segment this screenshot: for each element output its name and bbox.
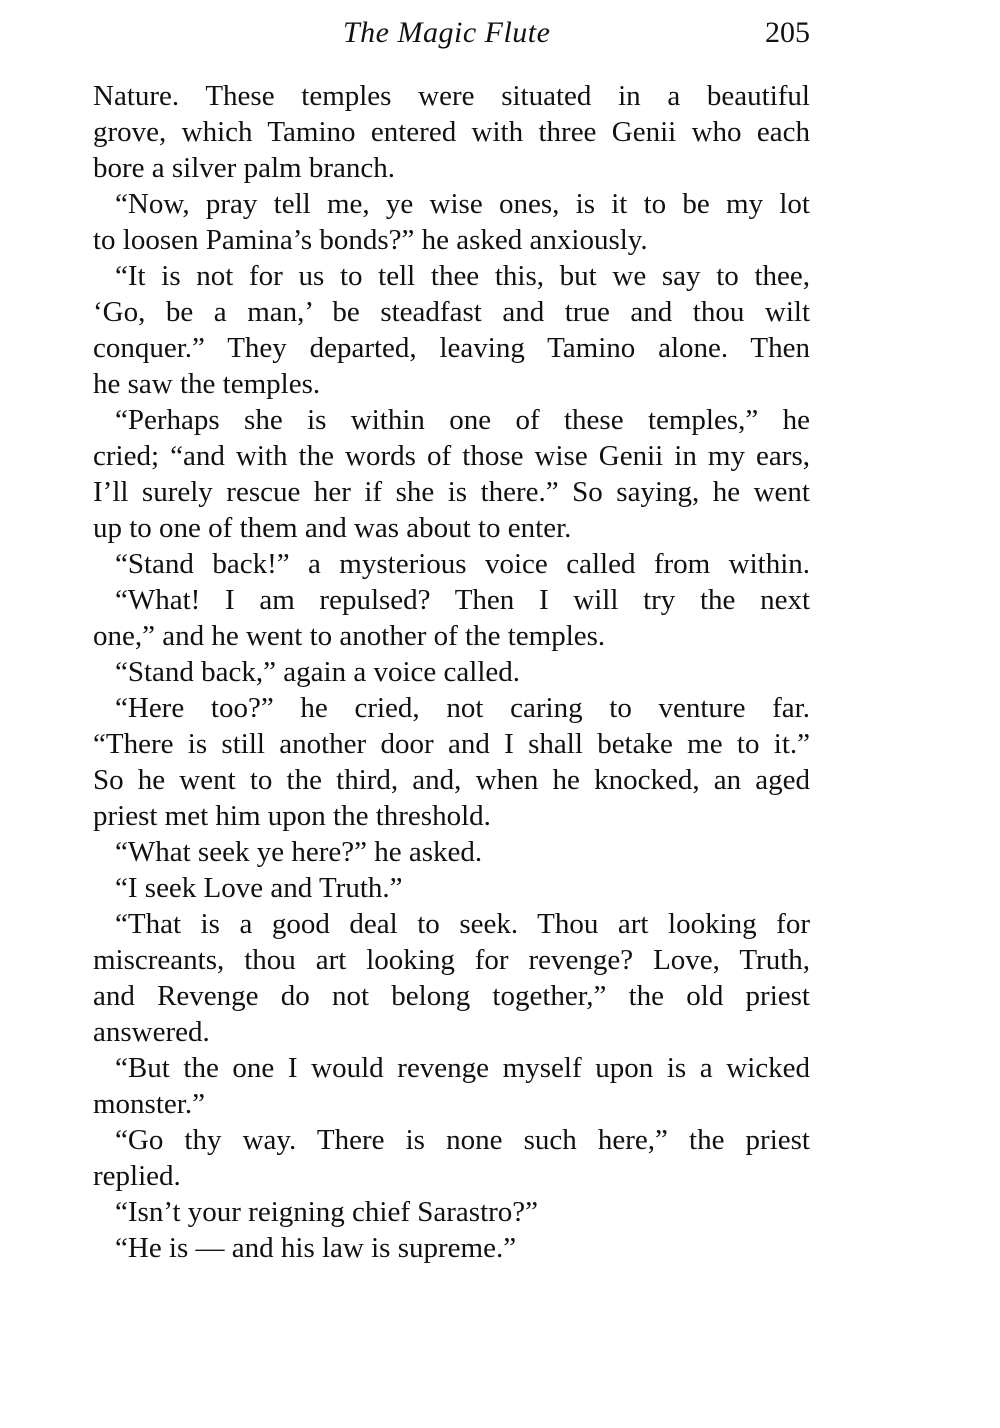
running-title: The Magic Flute xyxy=(343,16,551,49)
text-line: cried; “and with the words of those wise Genii in my ears, xyxy=(93,440,810,472)
text-line: grove, which Tamino entered with three Genii who each xyxy=(93,116,810,148)
text-line: “But the one I would revenge myself upon is a wicked xyxy=(115,1052,810,1084)
text-line: “What! I am repulsed? Then I will try the next xyxy=(115,584,810,616)
text-line: I’ll surely rescue her if she is there.” So saying, he went xyxy=(93,476,810,508)
text-line: “Perhaps she is within one of these temples,” he xyxy=(115,404,810,436)
page-number: 205 xyxy=(765,16,810,49)
text-line: replied. xyxy=(93,1160,181,1192)
text-line: miscreants, thou art looking for revenge? Love, Truth, xyxy=(93,944,810,976)
text-line: “Isn’t your reigning chief Sarastro?” xyxy=(115,1196,539,1228)
text-line: Nature. These temples were situated in a beautiful xyxy=(93,80,810,112)
text-line: one,” and he went to another of the temples. xyxy=(93,620,606,652)
running-head xyxy=(93,16,810,56)
text-line: “Stand back,” again a voice called. xyxy=(115,656,520,688)
text-line: “Go thy way. There is none such here,” the priest xyxy=(115,1124,810,1156)
text-line: “Here too?” he cried, not caring to venture far. xyxy=(115,692,810,724)
text-line: priest met him upon the threshold. xyxy=(93,800,491,832)
text-line: answered. xyxy=(93,1016,210,1048)
text-line: up to one of them and was about to enter. xyxy=(93,512,572,544)
text-line: “There is still another door and I shall betake me to it.” xyxy=(93,728,810,760)
text-line: “That is a good deal to seek. Thou art looking for xyxy=(115,908,810,940)
text-line: “Now, pray tell me, ye wise ones, is it to be my lot xyxy=(115,188,810,220)
text-line: “What seek ye here?” he asked. xyxy=(115,836,483,868)
text-line: and Revenge do not belong together,” the old priest xyxy=(93,980,810,1012)
text-line: conquer.” They departed, leaving Tamino alone. Then xyxy=(93,332,810,364)
text-line: “Stand back!” a mysterious voice called from within. xyxy=(115,548,810,580)
text-line: “It is not for us to tell thee this, but we say to thee, xyxy=(115,260,810,292)
text-line: monster.” xyxy=(93,1088,205,1120)
text-line: “I seek Love and Truth.” xyxy=(115,872,403,904)
text-line: to loosen Pamina’s bonds?” he asked anxiously. xyxy=(93,224,648,256)
text-line: bore a silver palm branch. xyxy=(93,152,395,184)
body-text xyxy=(93,78,810,1266)
text-line: So he went to the third, and, when he knocked, an aged xyxy=(93,764,810,796)
text-line: “He is — and his law is supreme.” xyxy=(115,1232,517,1264)
text-line: ‘Go, be a man,’ be steadfast and true and thou wilt xyxy=(93,296,810,328)
text-line: he saw the temples. xyxy=(93,368,321,400)
